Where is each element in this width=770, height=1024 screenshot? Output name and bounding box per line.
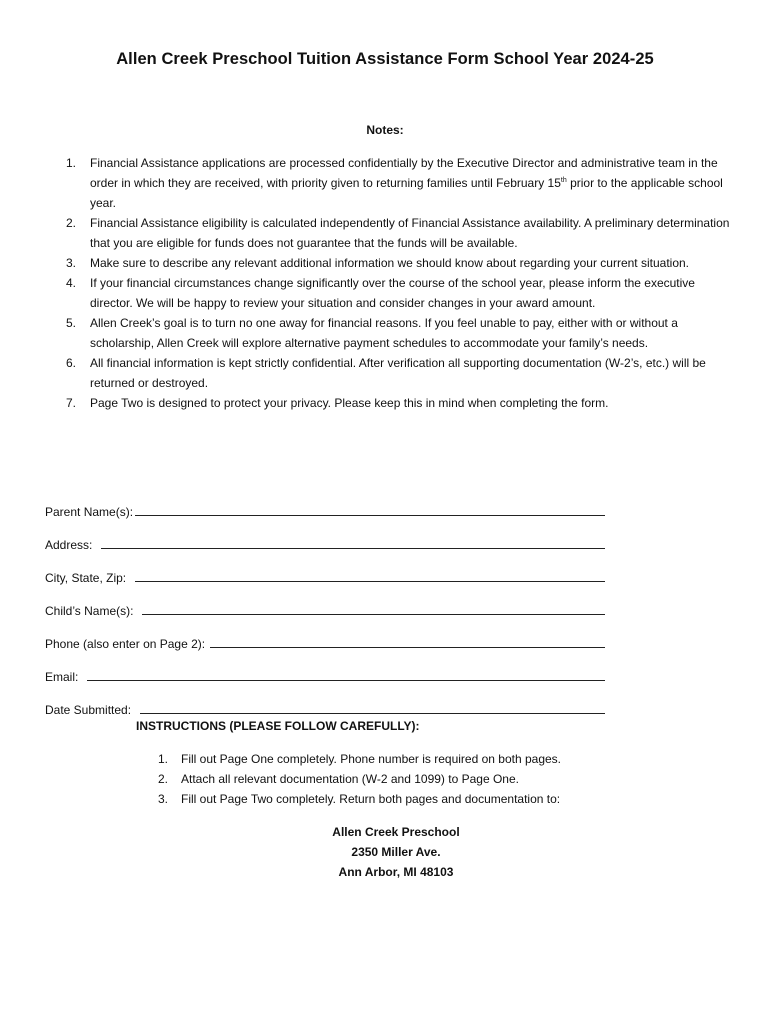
note-text: If your financial circumstances change significantly over the course of the school year, please inform the executive director. We will be happy to review your situation and consider changes in your award amount. [90,276,695,310]
instruction-item [158,749,561,769]
instruction-number: 3. [158,792,169,806]
city-state-zip-field[interactable] [135,572,605,583]
instruction-text: Fill out Page One completely. Phone number is required on both pages. [181,752,562,766]
date-submitted-label: Date Submitted: [45,703,138,717]
note-text: Make sure to describe any relevant additional information we should know about regarding your current situation. [90,256,690,270]
instruction-item [158,789,561,809]
applicant-form [45,486,605,717]
address-row [45,519,605,552]
note-number: 1. [66,156,77,170]
phone-row [45,618,605,651]
note-number: 4. [66,276,77,290]
instruction-text: Attach all relevant documentation (W-2 and 1099) to Page One. [181,772,519,786]
note-number: 5. [66,316,77,330]
address-org-name: Allen Creek Preschool [332,825,460,839]
phone-field[interactable] [210,638,605,649]
note-number: 6. [66,356,77,370]
note-number: 7. [66,396,77,410]
note-text: All financial information is kept strictly confidential. After verification all supporting documentation (W-2’s, etc.) will be returned or destroyed. [90,356,706,390]
note-number: 2. [66,216,77,230]
email-field[interactable] [87,671,605,682]
address-label: Address: [45,538,100,552]
note-text: Page Two is designed to protect your privacy. Please keep this in mind when completing the form. [90,396,609,410]
parent-name-label: Parent Name(s): [45,505,134,519]
note-text-continued: prior to the applicable school year. [90,176,723,210]
page-title: Allen Creek Preschool Tuition Assistance Form School Year 2024-25 [116,50,654,68]
child-name-field[interactable] [142,605,605,616]
parent-name-row [45,486,605,519]
instructions-heading: INSTRUCTIONS (PLEASE FOLLOW CAREFULLY): [136,719,420,733]
note-item [66,353,736,393]
child-name-row [45,585,605,618]
address-city: Ann Arbor, MI 48103 [338,865,454,879]
note-number: 3. [66,256,77,270]
note-item [66,393,736,413]
mailing-address [0,822,770,882]
notes-heading: Notes: [366,123,404,137]
note-item [66,313,736,353]
note-superscript: th [560,177,567,184]
instruction-text: Fill out Page Two completely. Return both pages and documentation to: [181,792,561,806]
note-text: Allen Creek’s goal is to turn no one away for financial reasons. If you feel unable to pay, either with or without a scholarship, Allen Creek will explore alternative payment schedules to accommodate your family’s needs. [90,316,678,350]
email-row [45,651,605,684]
note-item [66,253,736,273]
child-name-label: Child’s Name(s): [45,604,141,618]
notes-list [66,153,736,413]
note-item [66,273,736,313]
date-submitted-field[interactable] [140,704,605,715]
city-state-zip-label: City, State, Zip: [45,571,133,585]
note-item [66,153,736,213]
date-submitted-row [45,684,605,717]
instruction-number: 1. [158,752,169,766]
note-text: Financial Assistance eligibility is calculated independently of Financial Assistance availability. A preliminary determination that you are eligible for funds does not guarantee that the funds will be available. [90,216,730,250]
phone-label: Phone (also enter on Page 2): [45,637,209,651]
city-state-zip-row [45,552,605,585]
email-label: Email: [45,670,86,684]
instruction-item [158,769,561,789]
note-item [66,213,736,253]
address-field[interactable] [101,539,605,550]
instructions-list [158,749,561,809]
address-street: 2350 Miller Ave. [351,845,441,859]
instruction-number: 2. [158,772,169,786]
note-text: Financial Assistance applications are processed confidentially by the Executive Director and administrative team in the order in which they are received, with priority given to returning families until February 15 [90,156,718,190]
parent-name-field[interactable] [135,506,605,517]
